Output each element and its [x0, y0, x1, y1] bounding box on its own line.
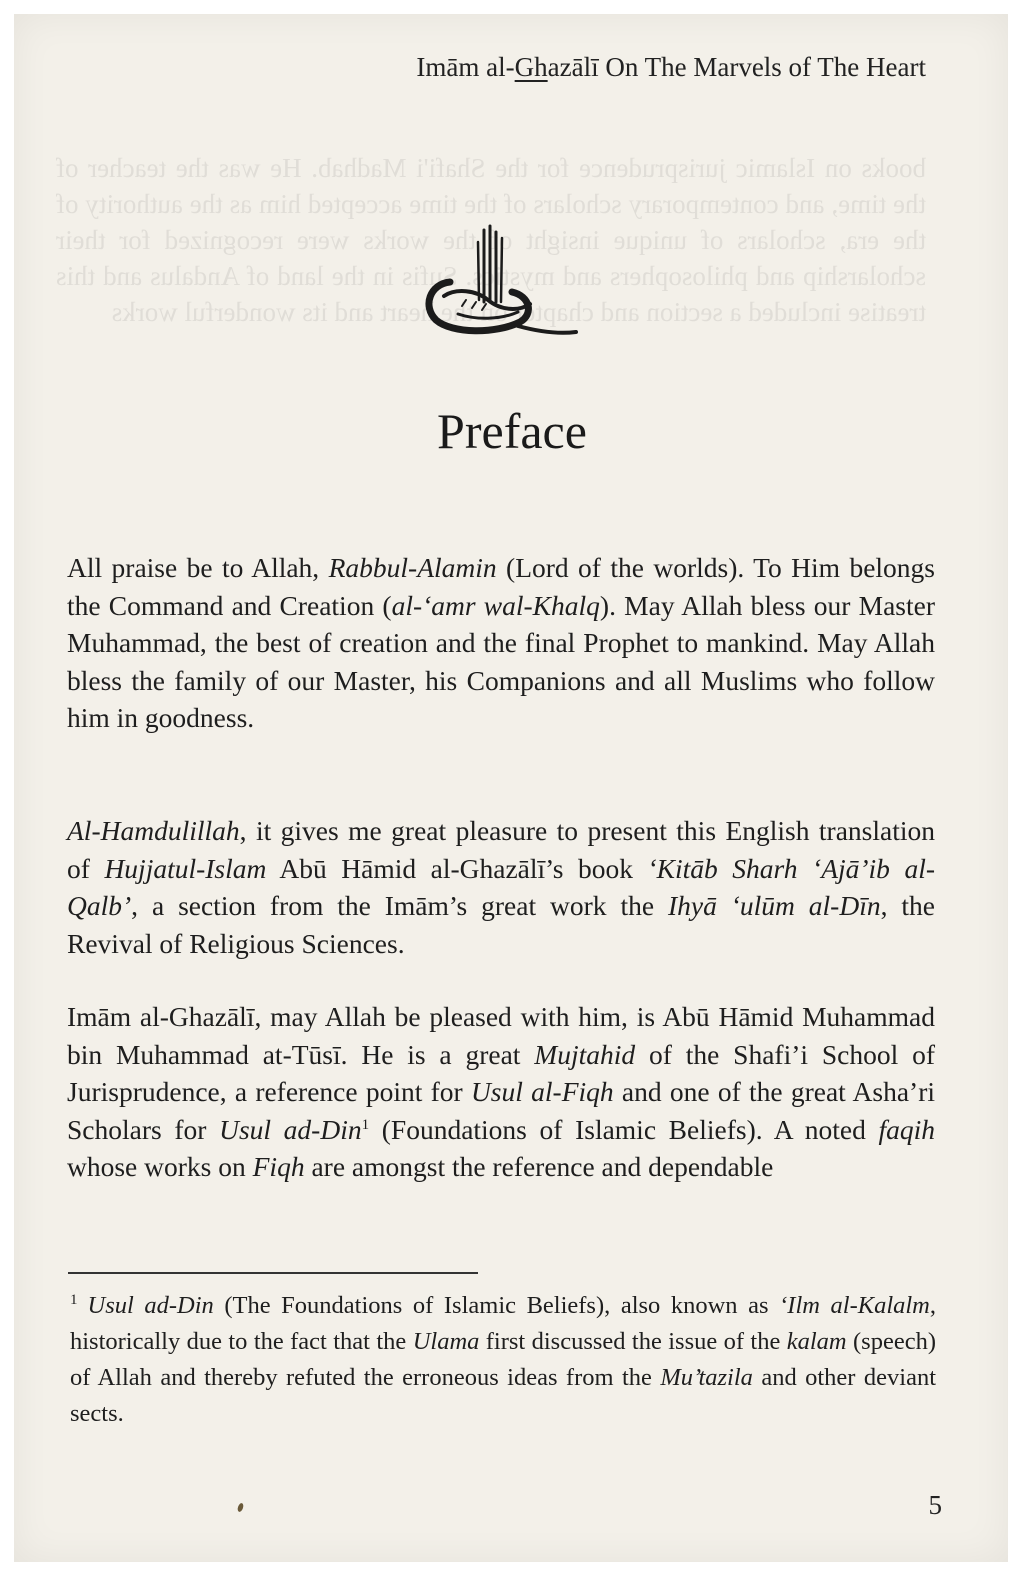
italic-term: ‘Ilm al-Kalalm [779, 1292, 930, 1319]
italic-term: Hujjatul-Islam [104, 852, 267, 884]
paragraph-1 [67, 549, 935, 737]
text-run: Imām al-Ghazālī, may Allah be pleased with him, is Abū Hāmid Muhammad bin Muhammad at-Tūsī. He is a great [67, 1001, 935, 1070]
bismillah-calligraphy-icon [400, 222, 580, 342]
footnote-number: 1 [70, 1291, 78, 1308]
italic-term: Rabbul-Alamin [328, 552, 497, 583]
italic-term: al-‘amr wal-Khalq [391, 589, 600, 621]
text-run: (The Foundations of Islamic Beliefs), also known as [213, 1292, 780, 1319]
italic-term: Mu’tazila [660, 1364, 753, 1391]
italic-term: ‘Kitāb Sharh ‘Ajā’ib al-Qalb’ [67, 852, 935, 921]
text-run: All praise be to Allah, [67, 552, 329, 583]
paragraph-3 [67, 998, 935, 1186]
text-run: first discussed the issue of the [479, 1328, 787, 1355]
text-run: (speech) of Allah and thereby refuted the erroneous ideas from the [70, 1328, 936, 1391]
footnote [70, 1288, 936, 1432]
italic-term: Ihyā ‘ulūm al-Dīn [667, 890, 881, 921]
italic-term: faqih [878, 1113, 935, 1145]
text-run: whose works on [67, 1151, 253, 1182]
text-run: of the Shafi’i School of Jurisprudence, a reference point for [67, 1038, 935, 1107]
text-run: (Foundations of Islamic Beliefs). A noted [369, 1113, 879, 1145]
page-title: Preface [437, 403, 587, 459]
text-run: ). May Allah bless our Master Muhammad, the best of creation and the final Prophet to mankind. May Allah bless the family of our Master, his Companions and all Muslims who follow him in goodness. [67, 589, 936, 733]
text-run: , a section from the Imām’s great work the [131, 890, 668, 921]
text-run: , the Revival of Religious Sciences. [67, 890, 935, 959]
italic-term: kalam [786, 1328, 847, 1355]
page-number: 5 [928, 1490, 942, 1520]
italic-term: Mujtahid [534, 1038, 636, 1070]
paragraph-2 [67, 812, 935, 962]
text-run: , it gives me great pleasure to present this English translation of [67, 815, 935, 884]
italic-term: Fiqh [252, 1151, 305, 1182]
italic-term: Usul ad-Din [219, 1113, 362, 1145]
text-run: (Lord of the worlds). To Him belongs the Command and Creation ( [67, 552, 935, 621]
running-header: Imām al-Ghazālī On The Marvels of The Heart [416, 52, 926, 82]
text-run: and other deviant sects. [70, 1364, 936, 1427]
italic-term: Usul ad-Din [87, 1292, 214, 1319]
footnote-ref: 1 [361, 1116, 370, 1133]
text-run: are amongst the reference and dependable [304, 1151, 774, 1182]
text-run: Abū Hāmid al-Ghazālī’s book [266, 852, 648, 884]
italic-term: Al-Hamdulillah [67, 815, 240, 846]
text-run: , historically due to the fact that the [70, 1292, 937, 1355]
text-run: and one of the great Asha’ri Scholars for [67, 1076, 935, 1145]
bleed-through-text: books on Islamic jurisprudence for the Shafi'i Madhab. He was the teacher of the time, and contemporary scholars of the time accepted him as the authority of the era, scholars of unique insight of the works were recognized for their scholarship and philosophers and mystics. Sufis in the land of Andalus and this treatise included a section and chapter on the heart and its wonderful works [56, 153, 926, 327]
italic-term: Ulama [412, 1328, 480, 1355]
footnote-separator [68, 1272, 478, 1274]
italic-term: Usul al-Fiqh [470, 1076, 614, 1107]
